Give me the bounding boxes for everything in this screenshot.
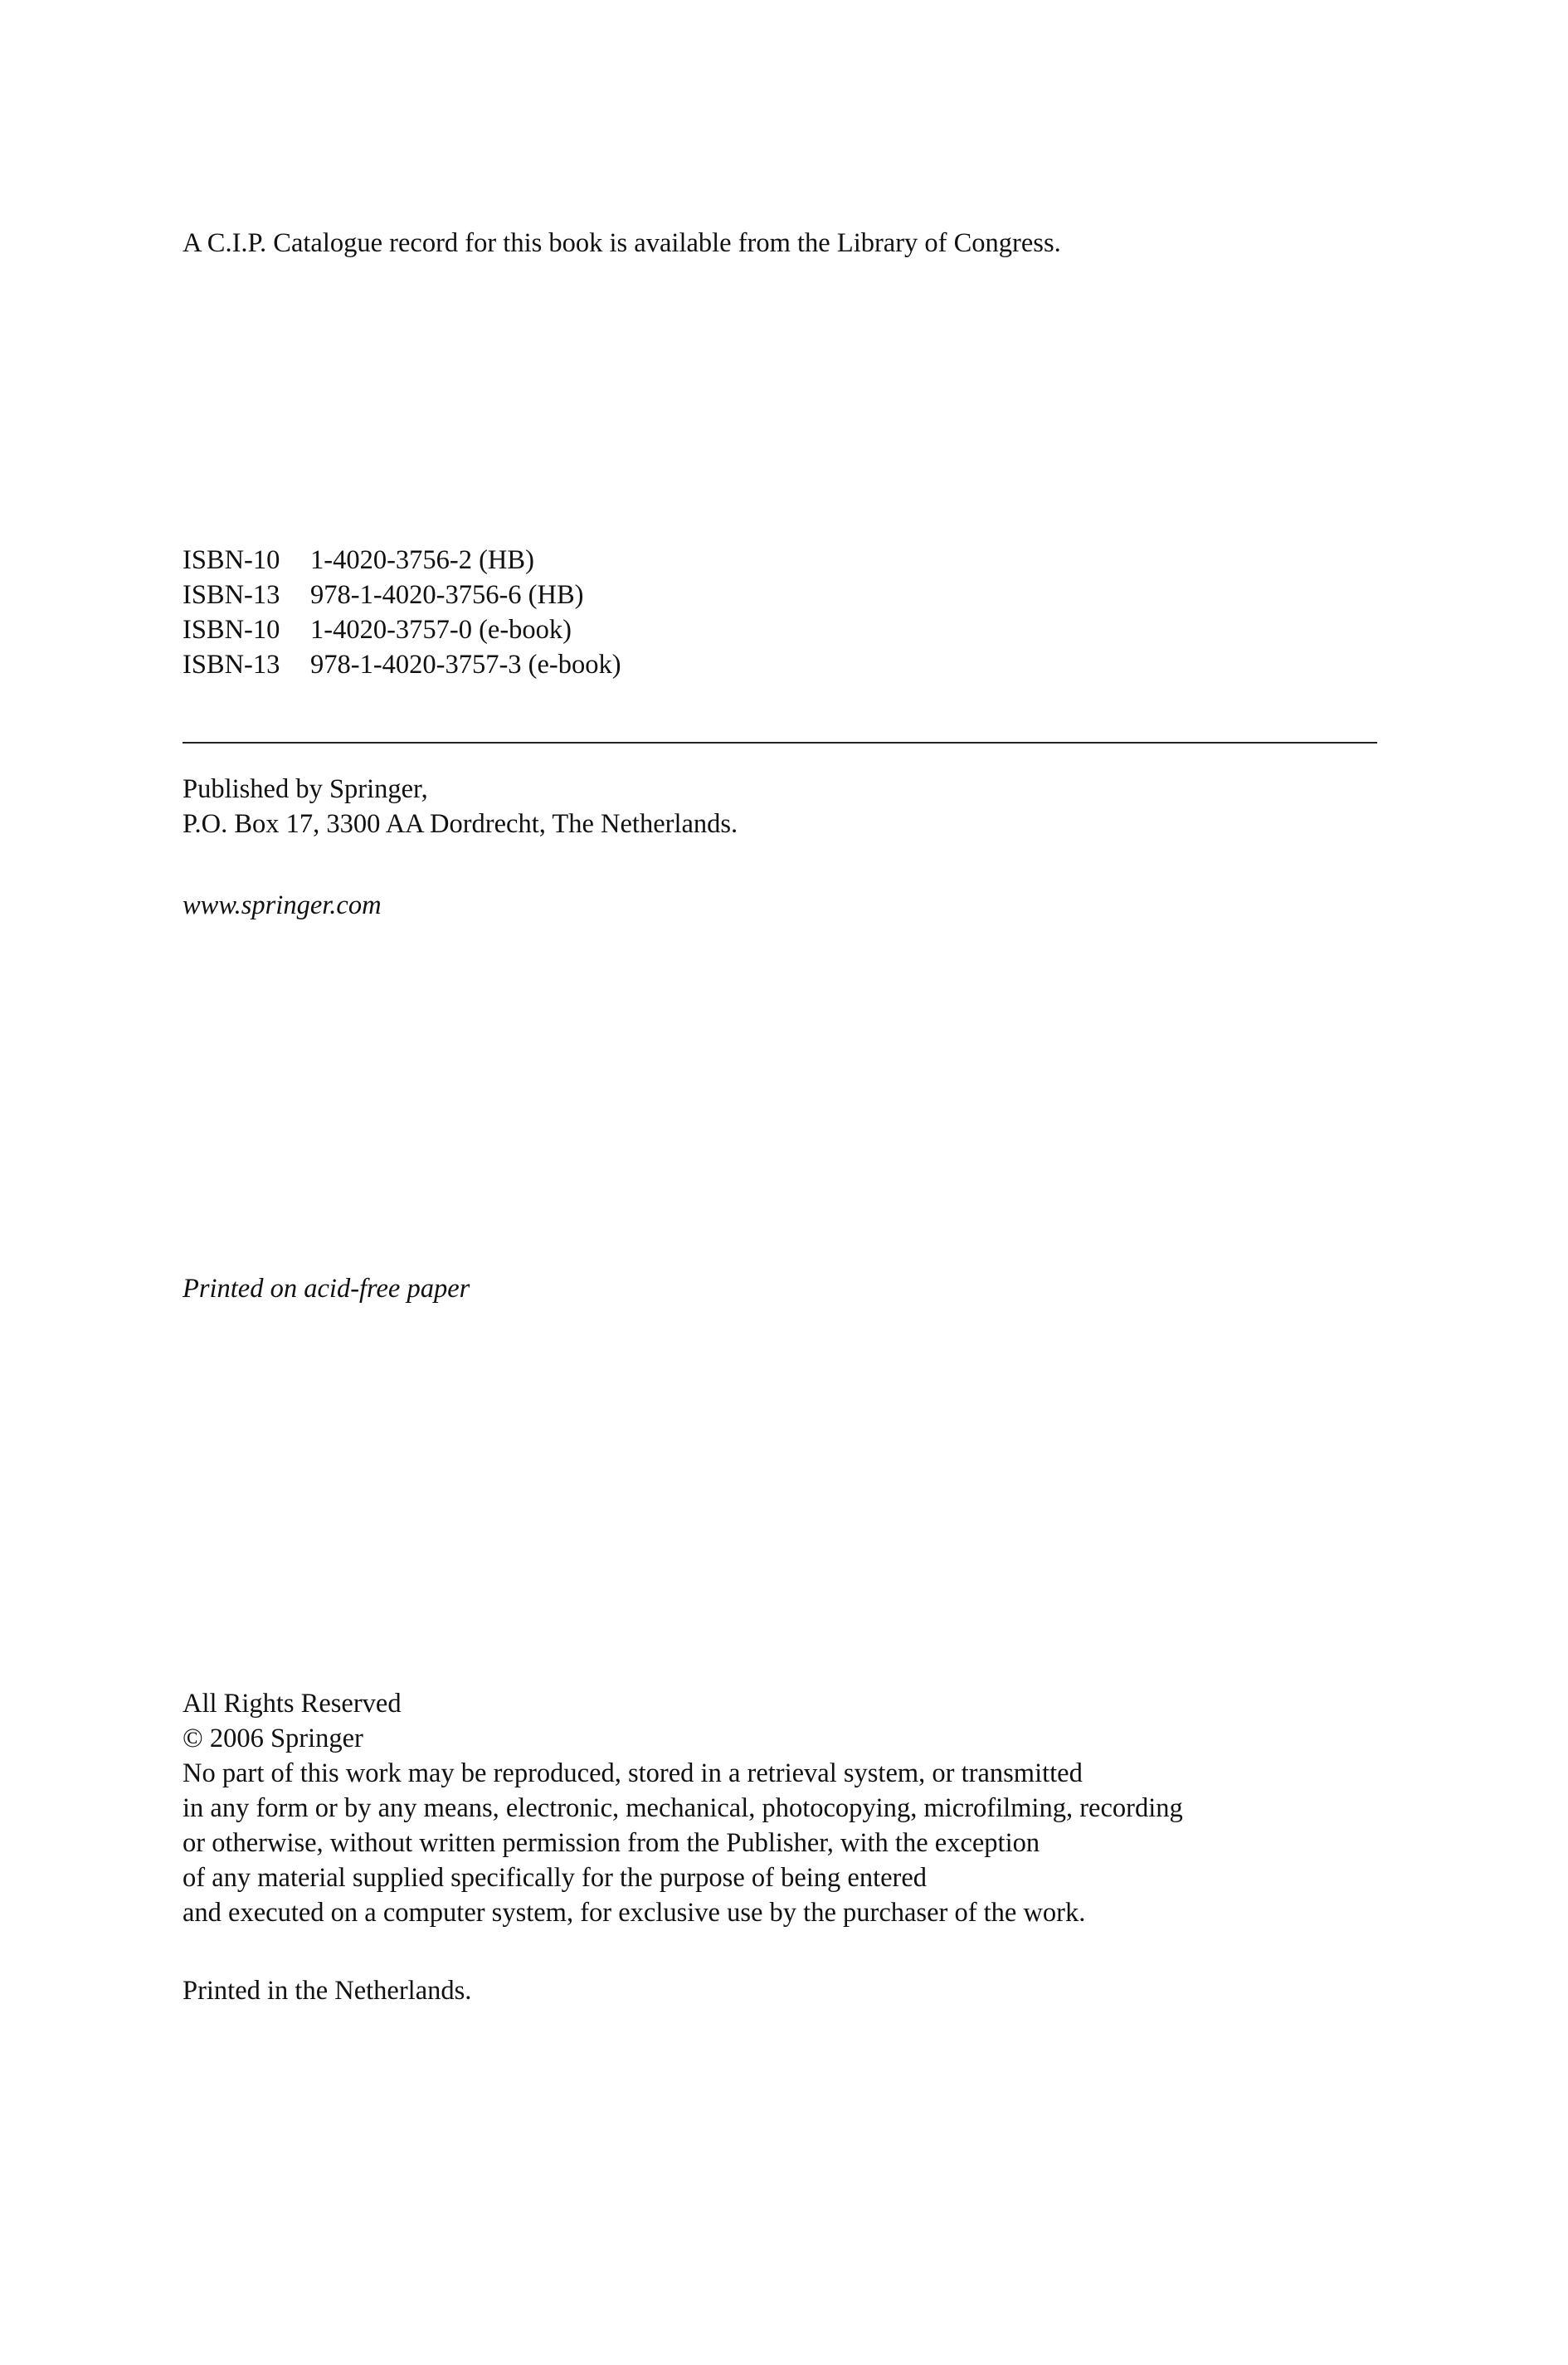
rights-heading: All Rights Reserved [183,1689,402,1719]
isbn-value: 1-4020-3756-2 (HB) [310,545,534,575]
rights-text-line: in any form or by any means, electronic, mechanical, photocopying, microfilming, recording [183,1793,1183,1823]
cip-statement: A C.I.P. Catalogue record for this book is available from the Library of Congress. [183,228,1061,258]
printed-in: Printed in the Netherlands. [183,1976,472,2006]
rights-text-line: or otherwise, without written permission from the Publisher, with the exception [183,1828,1040,1858]
publisher-line: Published by Springer, [183,774,428,804]
isbn-label: ISBN-10 [183,545,280,575]
isbn-value: 1-4020-3757-0 (e-book) [310,615,572,645]
isbn-label: ISBN-13 [183,580,280,610]
isbn-value: 978-1-4020-3756-6 (HB) [310,580,584,610]
publisher-address: P.O. Box 17, 3300 AA Dordrecht, The Netherlands. [183,809,738,839]
publisher-info [183,772,738,841]
publisher-website: www.springer.com [183,890,382,920]
paper-note: Printed on acid-free paper [183,1274,470,1304]
isbn-label: ISBN-13 [183,650,280,680]
isbn-row [183,612,621,647]
isbn-value: 978-1-4020-3757-3 (e-book) [310,650,621,680]
rights-text-line: and executed on a computer system, for exclusive use by the purchaser of the work. [183,1898,1086,1928]
isbn-label: ISBN-10 [183,615,280,645]
isbn-row [183,578,621,612]
divider-rule [183,742,1377,744]
rights-notice [183,1686,1183,1930]
isbn-row [183,543,621,578]
isbn-list [183,543,621,682]
rights-text-line: of any material supplied specifically for the purpose of being entered [183,1863,928,1893]
isbn-row [183,647,621,682]
copyright-line: © 2006 Springer [183,1724,363,1753]
rights-text-line: No part of this work may be reproduced, stored in a retrieval system, or transmitted [183,1758,1083,1788]
